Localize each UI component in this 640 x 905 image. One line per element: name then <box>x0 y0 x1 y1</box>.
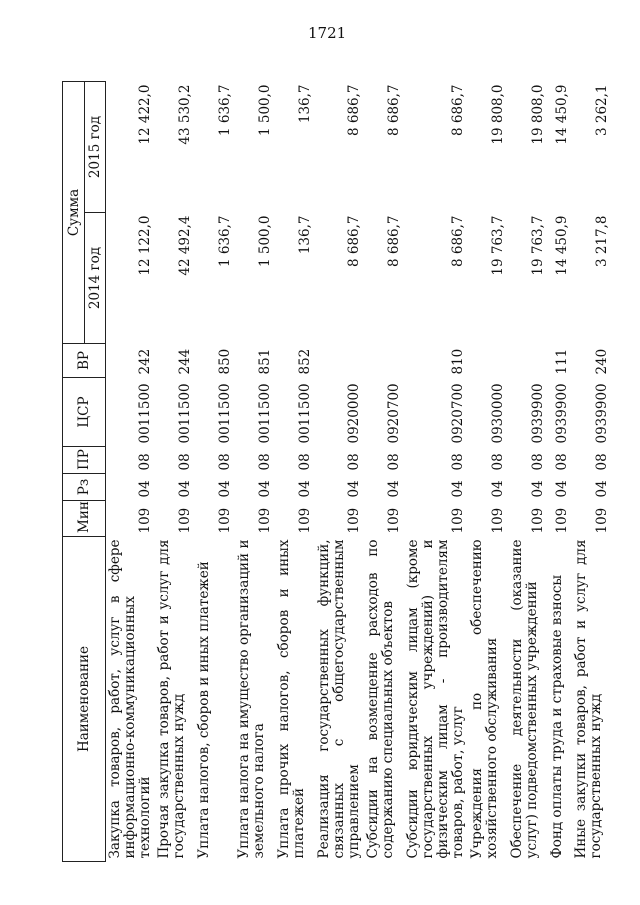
row-2014: 42 492,4 <box>177 215 193 276</box>
row-csr: 0939900 <box>554 383 570 444</box>
row-csr: 0920700 <box>386 383 402 444</box>
row-2015: 43 530,2 <box>177 84 193 145</box>
row-min: 109 <box>594 507 610 534</box>
row-vr <box>468 344 508 378</box>
row-name: Уплата налога на имущество организаций и земельного налога <box>236 539 267 859</box>
row-2014: 8 686,7 <box>346 215 362 268</box>
row-rz: 04 <box>177 480 193 498</box>
row-pr: 08 <box>594 453 610 471</box>
row-csr: 0011500 <box>217 383 233 444</box>
row-2015: 8 686,7 <box>450 84 466 137</box>
row-csr: 0920700 <box>450 383 466 444</box>
row-name: Реализация государственных функций, связанных с общегосударственным управлением <box>316 539 362 859</box>
header-sum: Сумма <box>63 81 85 343</box>
row-min: 109 <box>386 507 402 534</box>
row-2015: 136,7 <box>297 84 313 124</box>
row-2015: 19 808,0 <box>490 84 506 145</box>
row-rz: 04 <box>297 480 313 498</box>
row-pr: 08 <box>297 453 313 471</box>
row-vr: 850 <box>217 348 233 375</box>
row-vr: 810 <box>450 348 466 375</box>
header-rz: Рз <box>63 474 106 501</box>
row-rz: 04 <box>257 480 273 498</box>
table-header <box>63 81 106 861</box>
row-min: 109 <box>530 507 546 534</box>
row-min: 109 <box>554 507 570 534</box>
row-rz: 04 <box>594 480 610 498</box>
table-row <box>548 81 572 861</box>
row-vr: 852 <box>297 348 313 375</box>
row-2015: 14 450,9 <box>554 84 570 145</box>
row-min: 109 <box>177 507 193 534</box>
row-2014: 19 763,7 <box>490 215 506 276</box>
row-min: 109 <box>297 507 313 534</box>
header-name: Наименование <box>63 537 106 862</box>
row-2015: 8 686,7 <box>386 84 402 137</box>
row-vr: 851 <box>257 348 273 375</box>
row-2014: 8 686,7 <box>386 215 402 268</box>
row-2014: 14 450,9 <box>554 215 570 276</box>
row-min: 109 <box>217 507 233 534</box>
row-vr <box>508 344 548 378</box>
row-name: Иные закупки товаров, работ и услуг для государственных нужд <box>573 539 604 859</box>
row-rz: 04 <box>217 480 233 498</box>
row-pr: 08 <box>177 453 193 471</box>
table-row <box>275 81 315 861</box>
row-csr: 0930000 <box>490 383 506 444</box>
row-name: Закупка товаров, работ, услуг в сфере информационно-коммуникационных технологий <box>107 539 153 859</box>
table-row <box>195 81 235 861</box>
table-row <box>315 81 364 861</box>
header-2015: 2015 год <box>85 81 106 212</box>
row-pr: 08 <box>346 453 362 471</box>
row-vr: 242 <box>137 348 153 375</box>
row-csr: 0011500 <box>297 383 313 444</box>
table-row <box>508 81 548 861</box>
row-name: Уплата налогов, сборов и иных платежей <box>196 561 212 859</box>
row-rz: 04 <box>346 480 362 498</box>
row-rz: 04 <box>554 480 570 498</box>
table-row <box>155 81 195 861</box>
row-2015: 1 636,7 <box>217 84 233 137</box>
table-row <box>468 81 508 861</box>
row-pr: 08 <box>554 453 570 471</box>
row-2015: 1 500,0 <box>257 84 273 137</box>
row-name: Фонд оплаты труда и страховые взносы <box>549 574 565 859</box>
page-number: 1721 <box>308 24 347 42</box>
row-csr: 0011500 <box>137 383 153 444</box>
row-min: 109 <box>450 507 466 534</box>
row-2014: 12 122,0 <box>137 215 153 276</box>
row-min: 109 <box>137 507 153 534</box>
row-rz: 04 <box>386 480 402 498</box>
row-name: Обеспечение деятельности (оказание услуг) подведомственных учреждений <box>509 539 540 859</box>
row-vr <box>364 344 404 378</box>
row-pr: 08 <box>137 453 153 471</box>
row-csr: 0011500 <box>257 383 273 444</box>
row-vr: 111 <box>554 348 570 375</box>
row-pr: 08 <box>450 453 466 471</box>
row-2015: 19 808,0 <box>530 84 546 145</box>
header-csr: ЦСР <box>63 378 106 447</box>
row-pr: 08 <box>257 453 273 471</box>
row-2014: 8 686,7 <box>450 215 466 268</box>
row-csr: 0939900 <box>530 383 546 444</box>
row-pr: 08 <box>386 453 402 471</box>
header-2014: 2014 год <box>85 213 106 344</box>
row-vr <box>315 344 364 378</box>
row-pr: 08 <box>217 453 233 471</box>
row-rz: 04 <box>450 480 466 498</box>
row-rz: 04 <box>530 480 546 498</box>
row-pr: 08 <box>530 453 546 471</box>
row-csr: 0920000 <box>346 383 362 444</box>
table-body <box>106 81 613 861</box>
row-vr: 240 <box>594 348 610 375</box>
row-csr: 0011500 <box>177 383 193 444</box>
table-row <box>364 81 404 861</box>
row-name: Учреждения по обеспечению хозяйственного обслуживания <box>469 539 500 859</box>
row-min: 109 <box>346 507 362 534</box>
row-name: Субсидии на возмещение расходов по содержанию специальных объектов <box>365 539 396 859</box>
row-csr: 0939900 <box>594 383 610 444</box>
row-vr: 244 <box>177 348 193 375</box>
row-2014: 3 217,8 <box>594 215 610 268</box>
budget-table <box>62 81 612 862</box>
row-name: Субсидии юридическим лицам (кроме государственных учреждений) и физическим лицам - производителям товаров, работ, услуг <box>405 539 466 859</box>
row-name: Прочая закупка товаров, работ и услуг для государственных нужд <box>156 539 187 859</box>
table-row <box>572 81 612 861</box>
rotated-budget-table <box>62 82 610 862</box>
table-row <box>106 81 156 861</box>
row-pr: 08 <box>490 453 506 471</box>
header-min: Мин <box>63 501 106 537</box>
row-2014: 136,7 <box>297 215 313 255</box>
row-min: 109 <box>257 507 273 534</box>
row-min: 109 <box>490 507 506 534</box>
row-2015: 3 262,1 <box>594 84 610 137</box>
row-2015: 12 422,0 <box>137 84 153 145</box>
header-vr: ВР <box>63 344 106 378</box>
row-rz: 04 <box>490 480 506 498</box>
table-row <box>404 81 468 861</box>
row-name: Уплата прочих налогов, сборов и иных платежей <box>276 539 307 859</box>
row-2014: 1 636,7 <box>217 215 233 268</box>
row-2014: 19 763,7 <box>530 215 546 276</box>
header-pr: ПР <box>63 447 106 474</box>
row-rz: 04 <box>137 480 153 498</box>
row-2014: 1 500,0 <box>257 215 273 268</box>
row-2015: 8 686,7 <box>346 84 362 137</box>
table-row <box>235 81 275 861</box>
